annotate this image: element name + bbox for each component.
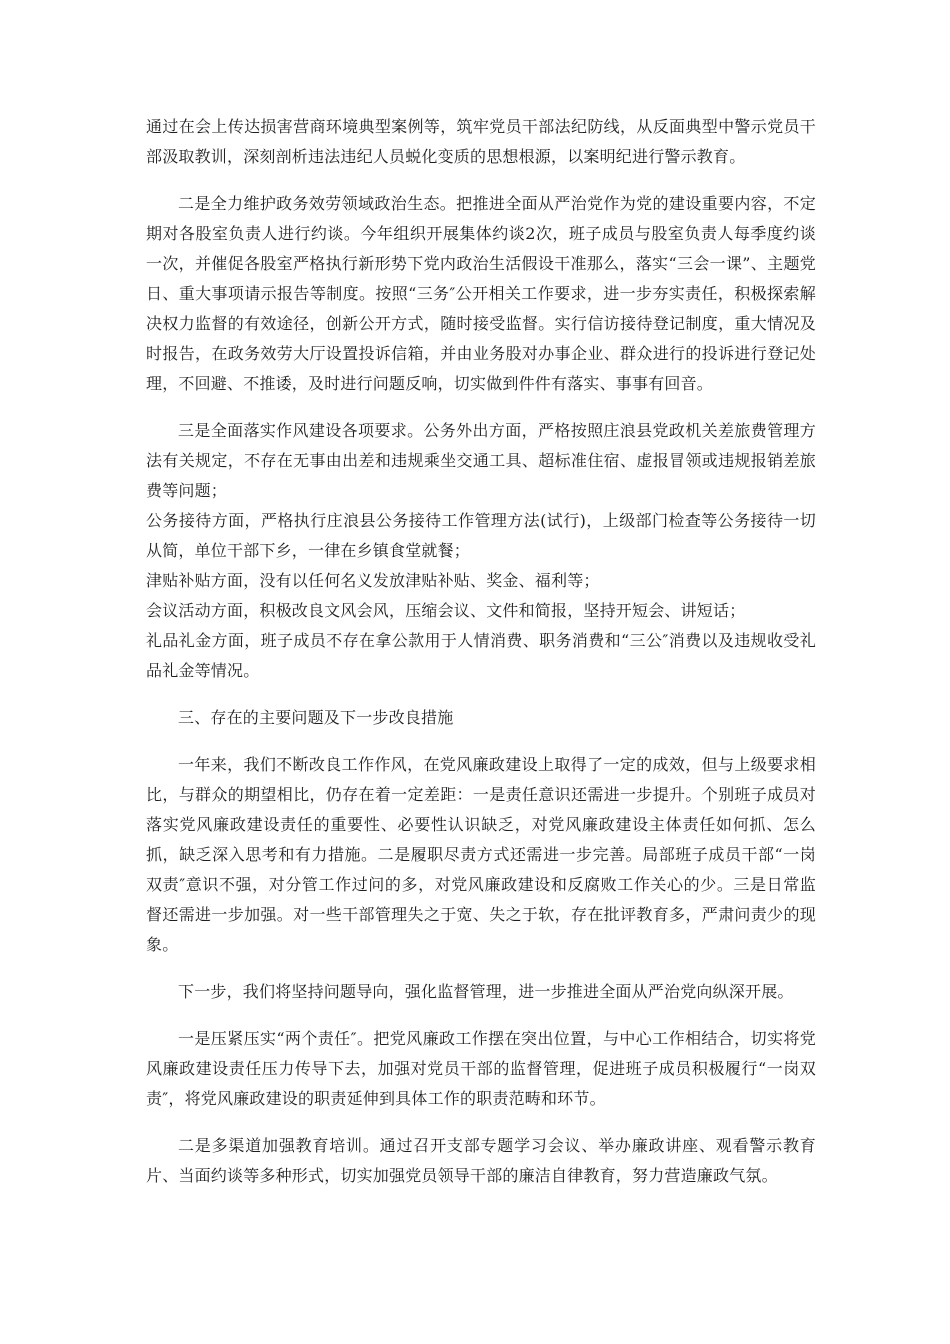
paragraph-4: 一年来，我们不断改良工作作风，在党风廉政建设上取得了一定的成效，但与上级要求相比，与群众的期望相比，仍存在着一定差距：一是责任意识还需进一步提升。个别班子成员对落实党风廉政建设责任的重要性、必要性认识缺乏，对党风廉政建设主体责任如何抓、怎么抓，缺乏深入思考和有力措施。二是履职尽责方式还需进一步完善。局部班子成员干部“一岗双责″意识不强，对分管工作过问的多，对党风廉政建设和反腐败工作关心的少。三是日常监督还需进一步加强。对一些干部管理失之于宽、失之于软，存在批评教育多，严肃问责少的现象。 xyxy=(146,755,816,954)
paragraph-7: 二是多渠道加强教育培训。通过召开支部专题学习会议、举办廉政讲座、观看警示教育片、当面约谈等多种形式，切实加强党员领导干部的廉洁自律教育，努力营造廉政气氛。 xyxy=(146,1136,816,1185)
paragraph-2: 二是全力维护政务效劳领域政治生态。把推进全面从严治党作为党的建设重要内容，不定期对各股室负责人进行约谈。今年组织开展集体约谈2次，班子成员与股室负责人每季度约谈一次，并催促各股室严格执行新形势下党内政治生活假设干准那么，落实“三会一课”、主题党日、重大事项请示报告等制度。按照“三务″公开相关工作要求，进一步夯实责任，积极探索解决权力监督的有效途径，创新公开方式，随时接受监督。实行信访接待登记制度，重大情况及时报告，在政务效劳大厅设置投诉信箱，并由业务股对办事企业、群众进行的投诉进行登记处理，不回避、不推诿，及时进行问题反响，切实做到件件有落实、事事有回音。 xyxy=(146,194,816,393)
list-item-allowance: 津贴补贴方面，没有以任何名义发放津贴补贴、奖金、福利等； xyxy=(146,571,600,590)
paragraph-1: 通过在会上传达损害营商环境典型案例等，筑牢党员干部法纪防线，从反面典型中警示党员干部汲取教训，深刻剖析违法违纪人员蜕化变质的思想根源，以案明纪进行警示教育。 xyxy=(146,117,816,166)
list-item-reception: 公务接待方面，严格执行庄浪县公务接待工作管理方法(试行)，上级部门检查等公务接待一切从简，单位干部下乡，一律在乡镇食堂就餐； xyxy=(146,511,816,560)
paragraph-3: 三是全面落实作风建设各项要求。公务外出方面，严格按照庄浪县党政机关差旅费管理方法有关规定，不存在无事由出差和违规乘坐交通工具、超标准住宿、虚报冒领或违规报销差旅费等问题； xyxy=(146,421,816,500)
section-heading: 三、存在的主要问题及下一步改良措施 xyxy=(178,708,454,727)
list-item-meetings: 会议活动方面，积极改良文风会风，压缩会议、文件和简报，坚持开短会、讲短话； xyxy=(146,601,746,620)
document-body xyxy=(146,112,816,1208)
paragraph-5: 下一步，我们将坚持问题导向，强化监督管理，进一步推进全面从严治党向纵深开展。 xyxy=(178,982,794,1001)
list-item-gifts: 礼品礼金方面，班子成员不存在拿公款用于人情消费、职务消费和“三公″消费以及违规收受礼品礼金等情况。 xyxy=(146,631,816,680)
paragraph-6: 一是压紧压实“两个责任″。把党风廉政工作摆在突出位置，与中心工作相结合，切实将党风廉政建设责任压力传导下去，加强对党员干部的监督管理，促进班子成员积极履行“一岗双责″，将党风廉政建设的职责延伸到具体工作的职责范畴和环节。 xyxy=(146,1029,816,1108)
